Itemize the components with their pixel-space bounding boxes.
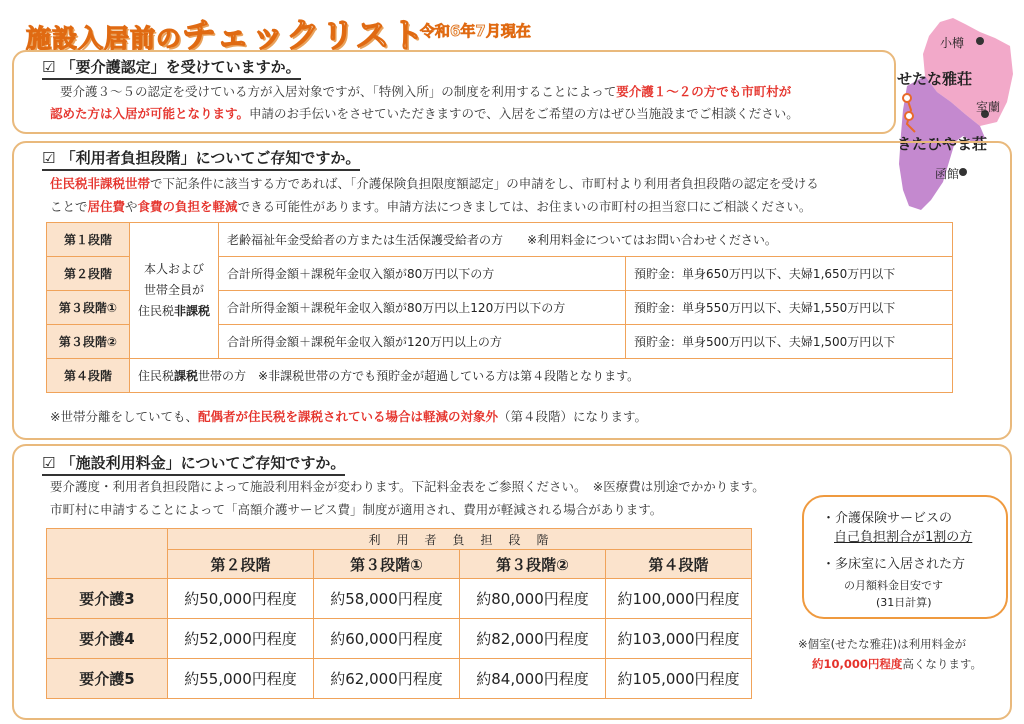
section1-line1-highlight: 要介護１～２の方でも市町村が <box>616 84 792 99</box>
table-row <box>47 359 953 393</box>
column-header: 第３段階② <box>460 550 606 579</box>
level-cell: 第４段階 <box>47 359 130 393</box>
condition-cell: 合計所得金額＋課税年金収入額が80万円以上120万円以下の方 <box>219 291 626 325</box>
section2-note-text-a: ※世帯分離をしていても、 <box>50 409 198 424</box>
section2-line1 <box>50 172 819 196</box>
title-main: チェックリスト <box>182 16 426 56</box>
group-line-2: 世帯全員が <box>144 283 205 297</box>
fee-cell: 約58,000円程度 <box>314 579 460 619</box>
section2-line2-text-c: できる可能性があります。申請方法につきましては、お住まいの市町村の担当窓口にご相談ください。 <box>237 199 812 214</box>
fee-cell: 約82,000円程度 <box>460 619 606 659</box>
savings-cell: 預貯金：単身550万円以下、夫婦1,550万円以下 <box>626 291 953 325</box>
section1-line1-text: 要介護３～５の認定を受けている方が入居対象ですが、「特例入所」の制度を利用することによって <box>60 84 617 99</box>
corner-cell <box>47 529 168 579</box>
section2-line2-text-b: や <box>125 199 138 214</box>
fee-cell: 約60,000円程度 <box>314 619 460 659</box>
section1-line2-text: 申請のお手伝いをさせていただきますので、入居をご希望の方はぜひ当施設までご相談ください。 <box>249 106 799 121</box>
section3-title: ☑ 「施設利用料金」についてご存知ですか。 <box>42 452 345 476</box>
section2-line2-text-a: ことで <box>50 199 88 214</box>
level-cell: 第２段階 <box>47 257 130 291</box>
section2-line2-highlight-a: 居住費 <box>87 199 126 214</box>
bubble-line-2: 自己負担割合が1割の方 <box>834 530 973 545</box>
row-header: 要介護4 <box>47 619 168 659</box>
level-cell: 第３段階① <box>47 291 130 325</box>
fee-cell: 約103,000円程度 <box>606 619 752 659</box>
row-header: 要介護3 <box>47 579 168 619</box>
map-marker-setana <box>903 94 911 102</box>
date-label: 令和6年7月現在 <box>420 22 531 40</box>
row5-text-a: 住民税 <box>138 369 175 383</box>
fee-table-header: 利 用 者 負 担 段 階 <box>168 529 752 550</box>
group-line-3-text: 住民税 <box>138 304 175 318</box>
row5-text-bold: 課税 <box>174 369 199 383</box>
section3-line1: 要介護度・利用者負担段階によって施設利用料金が変わります。下記料金表をご参照ください。 ※医療費は別途でかかります。 <box>50 479 765 494</box>
map-label-otaru: 小樽 <box>940 36 965 50</box>
fee-table <box>46 528 752 699</box>
table-row <box>47 659 752 699</box>
table-row <box>47 579 752 619</box>
map-marker-kitahiyama <box>905 112 913 120</box>
section1-line2 <box>50 102 799 126</box>
column-header: 第３段階① <box>314 550 460 579</box>
section2-note-text-b: （第４段階）になります。 <box>498 409 648 424</box>
condition-cell: 老齢福祉年金受給者の方または生活保護受給者の方 ※利用料金についてはお問い合わせください。 <box>219 223 953 257</box>
column-header: 第２段階 <box>168 550 314 579</box>
section2-line1-text: で下記条件に該当する方であれば、「介護保険負担限度額認定」の申請をし、市町村より利用者負担段階の認定を受ける <box>150 176 819 191</box>
map-label-muroran: 室蘭 <box>976 100 1001 114</box>
fee-cell: 約50,000円程度 <box>168 579 314 619</box>
bubble-line-4: の月額料金目安です <box>844 579 943 592</box>
map-label-setana: せたな雅荘 <box>897 70 973 88</box>
burden-level-table <box>46 222 953 393</box>
section1-title: ☑ 「要介護認定」を受けていますか。 <box>42 56 301 80</box>
section2-note <box>50 405 647 429</box>
fee-cell: 約105,000円程度 <box>606 659 752 699</box>
savings-cell: 預貯金：単身500万円以下、夫婦1,500万円以下 <box>626 325 953 359</box>
fee-cell: 約52,000円程度 <box>168 619 314 659</box>
fee-cell: 約62,000円程度 <box>314 659 460 699</box>
section3-line2: 市町村に申請することによって「高額介護サービス費」制度が適用され、費用が軽減される場合があります。 <box>50 502 663 517</box>
map-label-hakodate: 函館 <box>935 167 960 181</box>
section2-line2 <box>50 195 811 219</box>
condition-cell: 合計所得金額＋課税年金収入額が120万円以上の方 <box>219 325 626 359</box>
column-header: 第４段階 <box>606 550 752 579</box>
section2-title: ☑ 「利用者負担段階」についてご存知ですか。 <box>42 147 360 171</box>
condition-cell: 合計所得金額＋課税年金収入額が80万円以下の方 <box>219 257 626 291</box>
bubble-line-1: ・介護保険サービスの <box>822 511 953 526</box>
row5-text-c: 世帯の方 ※非課税世帯の方でも預貯金が超過している方は第４段階となります。 <box>198 369 640 383</box>
group-line-1: 本人および <box>144 262 205 276</box>
group-line-3 <box>138 301 210 322</box>
section2-line2-highlight-b: 食費の負担を軽減 <box>137 199 238 214</box>
group-cell <box>130 223 219 359</box>
map-label-kitahiyama: きたひやま荘 <box>897 135 988 153</box>
row-header: 要介護5 <box>47 659 168 699</box>
fee-cell: 約55,000円程度 <box>168 659 314 699</box>
fee-note-bubble <box>802 495 1008 619</box>
section1-line1 <box>60 80 791 104</box>
group-line-3-bold: 非課税 <box>174 304 211 318</box>
private-room-note-1: ※個室(せたな雅荘)は利用料金が <box>798 637 967 651</box>
level-cell: 第３段階② <box>47 325 130 359</box>
section1-line2-highlight: 認めた方は入居が可能となります。 <box>50 106 250 121</box>
bubble-line-3: ・多床室に入居された方 <box>822 557 966 572</box>
fee-cell: 約80,000円程度 <box>460 579 606 619</box>
private-room-note-highlight: 約10,000円程度 <box>812 657 903 671</box>
fee-cell: 約100,000円程度 <box>606 579 752 619</box>
table-row <box>47 223 953 257</box>
title-prefix: 施設入居前の <box>26 24 183 53</box>
table-row <box>47 619 752 659</box>
condition-cell <box>130 359 953 393</box>
map-marker-otaru <box>976 37 984 45</box>
section2-note-highlight: 配偶者が住民税を課税されている場合は軽減の対象外 <box>197 409 498 424</box>
fee-cell: 約84,000円程度 <box>460 659 606 699</box>
bubble-line-5: (31日計算) <box>876 596 932 609</box>
section2-line1-highlight: 住民税非課税世帯 <box>50 176 151 191</box>
private-room-note-2 <box>812 654 982 674</box>
private-room-note-text: 高くなります。 <box>902 657 982 671</box>
table-row <box>47 529 752 550</box>
savings-cell: 預貯金：単身650万円以下、夫婦1,650万円以下 <box>626 257 953 291</box>
level-cell: 第１段階 <box>47 223 130 257</box>
